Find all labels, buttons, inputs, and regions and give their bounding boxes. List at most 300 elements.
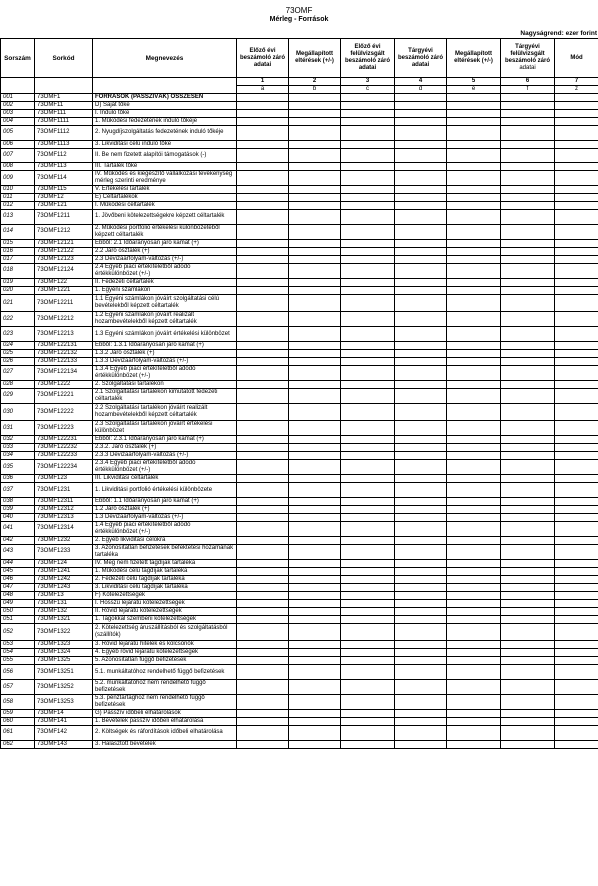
value-cell[interactable] bbox=[555, 263, 598, 278]
value-cell[interactable] bbox=[341, 118, 395, 126]
value-cell[interactable] bbox=[501, 718, 555, 726]
value-cell[interactable] bbox=[555, 349, 598, 357]
value-cell[interactable] bbox=[395, 255, 447, 263]
value-cell[interactable] bbox=[289, 444, 341, 452]
value-cell[interactable] bbox=[289, 559, 341, 567]
value-cell[interactable] bbox=[237, 380, 289, 388]
value-cell[interactable] bbox=[341, 247, 395, 255]
value-cell[interactable] bbox=[237, 118, 289, 126]
value-cell[interactable] bbox=[555, 247, 598, 255]
value-cell[interactable] bbox=[237, 536, 289, 544]
value-cell[interactable] bbox=[341, 263, 395, 278]
value-cell[interactable] bbox=[501, 649, 555, 657]
value-cell[interactable] bbox=[501, 444, 555, 452]
value-cell[interactable] bbox=[395, 567, 447, 575]
value-cell[interactable] bbox=[395, 110, 447, 118]
value-cell[interactable] bbox=[341, 567, 395, 575]
value-cell[interactable] bbox=[237, 365, 289, 380]
value-cell[interactable] bbox=[501, 247, 555, 255]
value-cell[interactable] bbox=[289, 148, 341, 163]
value-cell[interactable] bbox=[395, 607, 447, 615]
value-cell[interactable] bbox=[289, 255, 341, 263]
value-cell[interactable] bbox=[341, 210, 395, 225]
value-cell[interactable] bbox=[555, 312, 598, 327]
value-cell[interactable] bbox=[501, 436, 555, 444]
value-cell[interactable] bbox=[501, 403, 555, 421]
value-cell[interactable] bbox=[501, 544, 555, 559]
value-cell[interactable] bbox=[289, 575, 341, 583]
value-cell[interactable] bbox=[501, 341, 555, 349]
value-cell[interactable] bbox=[341, 357, 395, 365]
value-cell[interactable] bbox=[341, 365, 395, 380]
value-cell[interactable] bbox=[555, 102, 598, 110]
value-cell[interactable] bbox=[447, 239, 501, 247]
value-cell[interactable] bbox=[555, 665, 598, 680]
value-cell[interactable] bbox=[447, 247, 501, 255]
value-cell[interactable] bbox=[501, 521, 555, 536]
value-cell[interactable] bbox=[395, 649, 447, 657]
value-cell[interactable] bbox=[501, 452, 555, 460]
value-cell[interactable] bbox=[447, 444, 501, 452]
value-cell[interactable] bbox=[237, 726, 289, 741]
value-cell[interactable] bbox=[555, 171, 598, 186]
value-cell[interactable] bbox=[237, 544, 289, 559]
value-cell[interactable] bbox=[289, 388, 341, 403]
value-cell[interactable] bbox=[289, 380, 341, 388]
value-cell[interactable] bbox=[395, 210, 447, 225]
value-cell[interactable] bbox=[501, 126, 555, 141]
value-cell[interactable] bbox=[289, 118, 341, 126]
value-cell[interactable] bbox=[341, 726, 395, 741]
value-cell[interactable] bbox=[237, 94, 289, 102]
value-cell[interactable] bbox=[501, 224, 555, 239]
value-cell[interactable] bbox=[341, 641, 395, 649]
value-cell[interactable] bbox=[237, 607, 289, 615]
value-cell[interactable] bbox=[501, 327, 555, 342]
value-cell[interactable] bbox=[395, 224, 447, 239]
value-cell[interactable] bbox=[395, 583, 447, 591]
value-cell[interactable] bbox=[447, 194, 501, 202]
value-cell[interactable] bbox=[447, 110, 501, 118]
value-cell[interactable] bbox=[447, 497, 501, 505]
value-cell[interactable] bbox=[395, 665, 447, 680]
value-cell[interactable] bbox=[237, 349, 289, 357]
value-cell[interactable] bbox=[555, 718, 598, 726]
value-cell[interactable] bbox=[237, 695, 289, 710]
value-cell[interactable] bbox=[555, 148, 598, 163]
value-cell[interactable] bbox=[289, 327, 341, 342]
value-cell[interactable] bbox=[501, 567, 555, 575]
value-cell[interactable] bbox=[447, 718, 501, 726]
value-cell[interactable] bbox=[501, 536, 555, 544]
value-cell[interactable] bbox=[555, 421, 598, 436]
value-cell[interactable] bbox=[289, 599, 341, 607]
value-cell[interactable] bbox=[501, 194, 555, 202]
value-cell[interactable] bbox=[447, 263, 501, 278]
value-cell[interactable] bbox=[555, 740, 598, 748]
value-cell[interactable] bbox=[395, 497, 447, 505]
value-cell[interactable] bbox=[501, 513, 555, 521]
value-cell[interactable] bbox=[447, 599, 501, 607]
value-cell[interactable] bbox=[555, 475, 598, 483]
value-cell[interactable] bbox=[289, 140, 341, 148]
value-cell[interactable] bbox=[555, 357, 598, 365]
value-cell[interactable] bbox=[395, 695, 447, 710]
value-cell[interactable] bbox=[501, 740, 555, 748]
value-cell[interactable] bbox=[341, 536, 395, 544]
value-cell[interactable] bbox=[237, 163, 289, 171]
value-cell[interactable] bbox=[555, 118, 598, 126]
value-cell[interactable] bbox=[289, 341, 341, 349]
value-cell[interactable] bbox=[447, 505, 501, 513]
value-cell[interactable] bbox=[237, 575, 289, 583]
value-cell[interactable] bbox=[341, 224, 395, 239]
value-cell[interactable] bbox=[341, 186, 395, 194]
value-cell[interactable] bbox=[447, 278, 501, 286]
value-cell[interactable] bbox=[289, 460, 341, 475]
value-cell[interactable] bbox=[395, 102, 447, 110]
value-cell[interactable] bbox=[237, 623, 289, 641]
value-cell[interactable] bbox=[395, 718, 447, 726]
value-cell[interactable] bbox=[555, 567, 598, 575]
value-cell[interactable] bbox=[341, 657, 395, 665]
value-cell[interactable] bbox=[447, 210, 501, 225]
value-cell[interactable] bbox=[341, 483, 395, 498]
value-cell[interactable] bbox=[395, 599, 447, 607]
value-cell[interactable] bbox=[289, 607, 341, 615]
value-cell[interactable] bbox=[341, 680, 395, 695]
value-cell[interactable] bbox=[237, 615, 289, 623]
value-cell[interactable] bbox=[289, 483, 341, 498]
value-cell[interactable] bbox=[289, 452, 341, 460]
value-cell[interactable] bbox=[341, 505, 395, 513]
value-cell[interactable] bbox=[501, 118, 555, 126]
value-cell[interactable] bbox=[237, 452, 289, 460]
value-cell[interactable] bbox=[395, 94, 447, 102]
value-cell[interactable] bbox=[555, 559, 598, 567]
value-cell[interactable] bbox=[395, 247, 447, 255]
value-cell[interactable] bbox=[501, 641, 555, 649]
value-cell[interactable] bbox=[237, 388, 289, 403]
value-cell[interactable] bbox=[289, 202, 341, 210]
value-cell[interactable] bbox=[341, 623, 395, 641]
value-cell[interactable] bbox=[447, 421, 501, 436]
value-cell[interactable] bbox=[289, 171, 341, 186]
value-cell[interactable] bbox=[447, 286, 501, 294]
value-cell[interactable] bbox=[501, 365, 555, 380]
value-cell[interactable] bbox=[395, 641, 447, 649]
value-cell[interactable] bbox=[395, 341, 447, 349]
value-cell[interactable] bbox=[237, 194, 289, 202]
value-cell[interactable] bbox=[447, 94, 501, 102]
value-cell[interactable] bbox=[395, 475, 447, 483]
value-cell[interactable] bbox=[395, 171, 447, 186]
value-cell[interactable] bbox=[501, 380, 555, 388]
value-cell[interactable] bbox=[341, 444, 395, 452]
value-cell[interactable] bbox=[395, 452, 447, 460]
value-cell[interactable] bbox=[501, 607, 555, 615]
value-cell[interactable] bbox=[501, 171, 555, 186]
value-cell[interactable] bbox=[289, 247, 341, 255]
value-cell[interactable] bbox=[395, 365, 447, 380]
value-cell[interactable] bbox=[447, 483, 501, 498]
value-cell[interactable] bbox=[447, 349, 501, 357]
value-cell[interactable] bbox=[395, 388, 447, 403]
value-cell[interactable] bbox=[289, 210, 341, 225]
value-cell[interactable] bbox=[501, 294, 555, 312]
value-cell[interactable] bbox=[237, 278, 289, 286]
value-cell[interactable] bbox=[447, 403, 501, 421]
value-cell[interactable] bbox=[395, 421, 447, 436]
value-cell[interactable] bbox=[555, 695, 598, 710]
value-cell[interactable] bbox=[501, 102, 555, 110]
value-cell[interactable] bbox=[341, 559, 395, 567]
value-cell[interactable] bbox=[395, 148, 447, 163]
value-cell[interactable] bbox=[341, 452, 395, 460]
value-cell[interactable] bbox=[341, 544, 395, 559]
value-cell[interactable] bbox=[341, 148, 395, 163]
value-cell[interactable] bbox=[341, 710, 395, 718]
value-cell[interactable] bbox=[555, 194, 598, 202]
value-cell[interactable] bbox=[341, 312, 395, 327]
value-cell[interactable] bbox=[555, 294, 598, 312]
value-cell[interactable] bbox=[555, 483, 598, 498]
value-cell[interactable] bbox=[289, 312, 341, 327]
value-cell[interactable] bbox=[395, 239, 447, 247]
value-cell[interactable] bbox=[501, 710, 555, 718]
value-cell[interactable] bbox=[395, 126, 447, 141]
value-cell[interactable] bbox=[341, 403, 395, 421]
value-cell[interactable] bbox=[395, 327, 447, 342]
value-cell[interactable] bbox=[501, 665, 555, 680]
value-cell[interactable] bbox=[395, 312, 447, 327]
value-cell[interactable] bbox=[341, 110, 395, 118]
value-cell[interactable] bbox=[237, 294, 289, 312]
value-cell[interactable] bbox=[237, 505, 289, 513]
value-cell[interactable] bbox=[395, 444, 447, 452]
value-cell[interactable] bbox=[555, 365, 598, 380]
value-cell[interactable] bbox=[289, 649, 341, 657]
value-cell[interactable] bbox=[447, 615, 501, 623]
value-cell[interactable] bbox=[447, 680, 501, 695]
value-cell[interactable] bbox=[555, 575, 598, 583]
value-cell[interactable] bbox=[501, 140, 555, 148]
value-cell[interactable] bbox=[501, 475, 555, 483]
value-cell[interactable] bbox=[289, 591, 341, 599]
value-cell[interactable] bbox=[555, 278, 598, 286]
value-cell[interactable] bbox=[555, 599, 598, 607]
value-cell[interactable] bbox=[341, 599, 395, 607]
value-cell[interactable] bbox=[237, 559, 289, 567]
value-cell[interactable] bbox=[555, 239, 598, 247]
value-cell[interactable] bbox=[237, 224, 289, 239]
value-cell[interactable] bbox=[447, 224, 501, 239]
value-cell[interactable] bbox=[555, 641, 598, 649]
value-cell[interactable] bbox=[341, 102, 395, 110]
value-cell[interactable] bbox=[501, 615, 555, 623]
value-cell[interactable] bbox=[447, 475, 501, 483]
value-cell[interactable] bbox=[501, 94, 555, 102]
value-cell[interactable] bbox=[555, 224, 598, 239]
value-cell[interactable] bbox=[237, 341, 289, 349]
value-cell[interactable] bbox=[341, 460, 395, 475]
value-cell[interactable] bbox=[447, 380, 501, 388]
value-cell[interactable] bbox=[501, 695, 555, 710]
value-cell[interactable] bbox=[341, 126, 395, 141]
value-cell[interactable] bbox=[501, 680, 555, 695]
value-cell[interactable] bbox=[237, 126, 289, 141]
value-cell[interactable] bbox=[447, 521, 501, 536]
value-cell[interactable] bbox=[555, 615, 598, 623]
value-cell[interactable] bbox=[289, 224, 341, 239]
value-cell[interactable] bbox=[447, 102, 501, 110]
value-cell[interactable] bbox=[501, 357, 555, 365]
value-cell[interactable] bbox=[555, 327, 598, 342]
value-cell[interactable] bbox=[237, 171, 289, 186]
value-cell[interactable] bbox=[395, 615, 447, 623]
value-cell[interactable] bbox=[395, 710, 447, 718]
value-cell[interactable] bbox=[289, 521, 341, 536]
value-cell[interactable] bbox=[237, 186, 289, 194]
value-cell[interactable] bbox=[555, 210, 598, 225]
value-cell[interactable] bbox=[555, 583, 598, 591]
value-cell[interactable] bbox=[237, 567, 289, 575]
value-cell[interactable] bbox=[555, 544, 598, 559]
value-cell[interactable] bbox=[341, 421, 395, 436]
value-cell[interactable] bbox=[341, 591, 395, 599]
value-cell[interactable] bbox=[237, 718, 289, 726]
value-cell[interactable] bbox=[447, 140, 501, 148]
value-cell[interactable] bbox=[447, 118, 501, 126]
value-cell[interactable] bbox=[395, 357, 447, 365]
value-cell[interactable] bbox=[447, 641, 501, 649]
value-cell[interactable] bbox=[447, 726, 501, 741]
value-cell[interactable] bbox=[555, 341, 598, 349]
value-cell[interactable] bbox=[289, 126, 341, 141]
value-cell[interactable] bbox=[341, 388, 395, 403]
value-cell[interactable] bbox=[447, 460, 501, 475]
value-cell[interactable] bbox=[555, 94, 598, 102]
value-cell[interactable] bbox=[289, 365, 341, 380]
value-cell[interactable] bbox=[289, 665, 341, 680]
value-cell[interactable] bbox=[555, 255, 598, 263]
value-cell[interactable] bbox=[341, 349, 395, 357]
value-cell[interactable] bbox=[289, 680, 341, 695]
value-cell[interactable] bbox=[237, 286, 289, 294]
value-cell[interactable] bbox=[501, 312, 555, 327]
value-cell[interactable] bbox=[447, 607, 501, 615]
value-cell[interactable] bbox=[501, 263, 555, 278]
value-cell[interactable] bbox=[341, 607, 395, 615]
value-cell[interactable] bbox=[341, 718, 395, 726]
value-cell[interactable] bbox=[447, 559, 501, 567]
value-cell[interactable] bbox=[289, 583, 341, 591]
value-cell[interactable] bbox=[341, 665, 395, 680]
value-cell[interactable] bbox=[289, 718, 341, 726]
value-cell[interactable] bbox=[237, 599, 289, 607]
value-cell[interactable] bbox=[447, 536, 501, 544]
value-cell[interactable] bbox=[341, 380, 395, 388]
value-cell[interactable] bbox=[395, 513, 447, 521]
value-cell[interactable] bbox=[289, 421, 341, 436]
value-cell[interactable] bbox=[555, 163, 598, 171]
value-cell[interactable] bbox=[555, 444, 598, 452]
value-cell[interactable] bbox=[341, 436, 395, 444]
value-cell[interactable] bbox=[555, 623, 598, 641]
value-cell[interactable] bbox=[501, 163, 555, 171]
value-cell[interactable] bbox=[555, 380, 598, 388]
value-cell[interactable] bbox=[555, 591, 598, 599]
value-cell[interactable] bbox=[395, 186, 447, 194]
value-cell[interactable] bbox=[501, 583, 555, 591]
value-cell[interactable] bbox=[289, 536, 341, 544]
value-cell[interactable] bbox=[447, 148, 501, 163]
value-cell[interactable] bbox=[447, 171, 501, 186]
value-cell[interactable] bbox=[447, 710, 501, 718]
value-cell[interactable] bbox=[501, 110, 555, 118]
value-cell[interactable] bbox=[447, 740, 501, 748]
value-cell[interactable] bbox=[289, 497, 341, 505]
value-cell[interactable] bbox=[289, 641, 341, 649]
value-cell[interactable] bbox=[395, 436, 447, 444]
value-cell[interactable] bbox=[237, 255, 289, 263]
value-cell[interactable] bbox=[501, 657, 555, 665]
value-cell[interactable] bbox=[501, 483, 555, 498]
value-cell[interactable] bbox=[341, 202, 395, 210]
value-cell[interactable] bbox=[237, 591, 289, 599]
value-cell[interactable] bbox=[237, 110, 289, 118]
value-cell[interactable] bbox=[501, 575, 555, 583]
value-cell[interactable] bbox=[447, 591, 501, 599]
value-cell[interactable] bbox=[289, 94, 341, 102]
value-cell[interactable] bbox=[289, 710, 341, 718]
value-cell[interactable] bbox=[237, 740, 289, 748]
value-cell[interactable] bbox=[395, 521, 447, 536]
value-cell[interactable] bbox=[555, 607, 598, 615]
value-cell[interactable] bbox=[555, 202, 598, 210]
value-cell[interactable] bbox=[395, 349, 447, 357]
value-cell[interactable] bbox=[237, 202, 289, 210]
value-cell[interactable] bbox=[555, 649, 598, 657]
value-cell[interactable] bbox=[237, 513, 289, 521]
value-cell[interactable] bbox=[395, 657, 447, 665]
value-cell[interactable] bbox=[501, 623, 555, 641]
value-cell[interactable] bbox=[501, 505, 555, 513]
value-cell[interactable] bbox=[501, 460, 555, 475]
value-cell[interactable] bbox=[289, 278, 341, 286]
value-cell[interactable] bbox=[501, 559, 555, 567]
value-cell[interactable] bbox=[289, 239, 341, 247]
value-cell[interactable] bbox=[501, 497, 555, 505]
value-cell[interactable] bbox=[395, 483, 447, 498]
value-cell[interactable] bbox=[555, 110, 598, 118]
value-cell[interactable] bbox=[447, 583, 501, 591]
value-cell[interactable] bbox=[447, 202, 501, 210]
value-cell[interactable] bbox=[395, 286, 447, 294]
value-cell[interactable] bbox=[341, 583, 395, 591]
value-cell[interactable] bbox=[501, 239, 555, 247]
value-cell[interactable] bbox=[341, 294, 395, 312]
value-cell[interactable] bbox=[341, 497, 395, 505]
value-cell[interactable] bbox=[447, 341, 501, 349]
value-cell[interactable] bbox=[289, 505, 341, 513]
value-cell[interactable] bbox=[555, 505, 598, 513]
value-cell[interactable] bbox=[447, 544, 501, 559]
value-cell[interactable] bbox=[395, 202, 447, 210]
value-cell[interactable] bbox=[555, 710, 598, 718]
value-cell[interactable] bbox=[447, 567, 501, 575]
value-cell[interactable] bbox=[555, 497, 598, 505]
